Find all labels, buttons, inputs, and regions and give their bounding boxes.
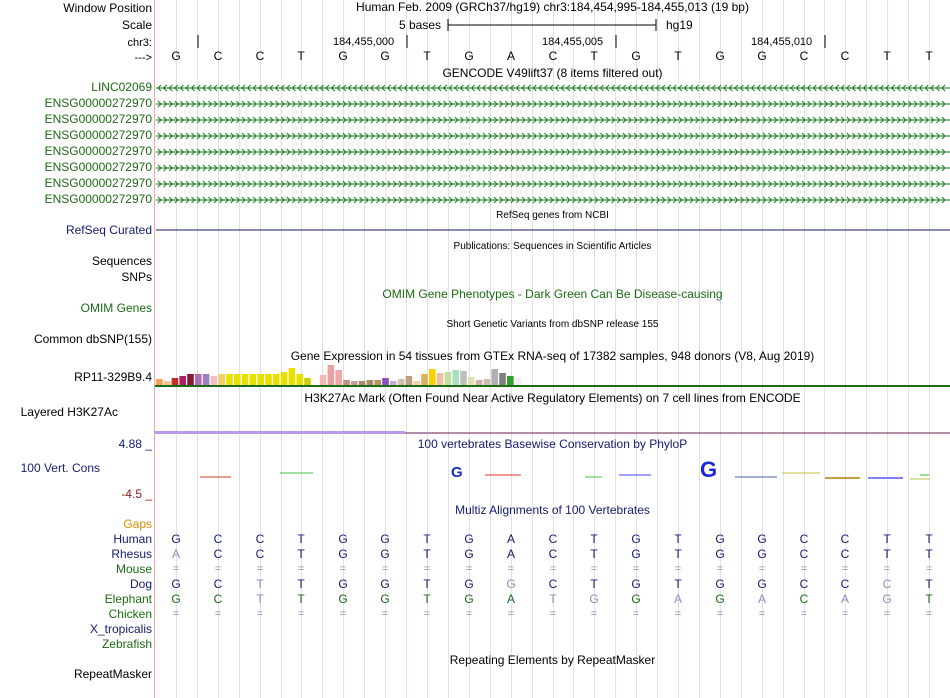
alignment-base: = — [800, 563, 808, 575]
species-label-zebrafish: Zebrafish — [101, 637, 152, 651]
phylop-track-title[interactable]: 100 vertebrates Basewise Conservation by PhyloP — [417, 437, 688, 451]
gtex-tissue-bar — [226, 374, 233, 385]
alignment-base: = — [297, 563, 305, 575]
alignment-base: T — [883, 547, 891, 561]
gtex-tissue-bar — [398, 379, 405, 385]
phylop-logo-letter: G — [700, 457, 718, 482]
gtex-tissue-bar — [468, 377, 475, 385]
phylop-logo-letter: G — [451, 464, 463, 481]
gtex-tissue-bar — [452, 370, 459, 385]
gtex-tissue-bar — [164, 381, 171, 385]
omim-track-title[interactable]: OMIM Gene Phenotypes - Dark Green Can Be Disease-causing — [382, 287, 723, 301]
alignment-base: G — [882, 592, 892, 606]
alignment-base: C — [840, 532, 850, 546]
h3k27ac-signal[interactable] — [155, 430, 950, 436]
alignment-base: A — [506, 532, 515, 546]
gtex-tissue-bar — [484, 379, 491, 385]
alignment-base: T — [674, 532, 682, 546]
reference-base: C — [255, 49, 265, 63]
species-label-xtropicalis: X_tropicalis — [89, 622, 152, 636]
gtex-tissue-bar — [359, 381, 366, 385]
alignment-base: G — [171, 592, 181, 606]
gtex-tissue-bar — [460, 371, 467, 385]
alignment-base: C — [799, 532, 809, 546]
chrom-label: chr3: — [127, 37, 152, 49]
alignment-base: C — [255, 532, 265, 546]
gtex-tissue-bar — [335, 370, 342, 385]
gtex-tissue-bar — [429, 369, 436, 385]
phylop-min-label: -4.5 _ — [121, 487, 152, 501]
gtex-tissue-bar — [257, 374, 264, 385]
reference-base: G — [631, 49, 641, 63]
alignment-base: = — [381, 608, 389, 620]
alignment-base: G — [338, 532, 348, 546]
alignment-base: C — [213, 532, 223, 546]
gencode-transcripts[interactable] — [155, 80, 950, 210]
alignment-base: = — [549, 563, 557, 575]
alignment-base: G — [715, 577, 725, 591]
gtex-tissue-bar — [476, 380, 483, 385]
h3k27ac-track-title[interactable]: H3K27Ac Mark (Often Found Near Active Regulatory Elements) on 7 cell lines from ENCODE — [304, 391, 801, 405]
gencode-item-label[interactable]: ENSG00000272970 — [44, 192, 152, 206]
alignment-base: = — [758, 608, 766, 620]
alignment-base: C — [213, 577, 223, 591]
alignment-base: = — [590, 608, 598, 620]
reference-base: G — [338, 49, 348, 63]
dbsnp-track-title[interactable]: Short Genetic Variants from dbSNP release 155 — [446, 319, 659, 330]
alignment-base: C — [548, 532, 558, 546]
alignment-base: = — [507, 608, 515, 620]
alignment-base: G — [506, 577, 516, 591]
phylop-conservation-plot[interactable] — [155, 455, 950, 490]
alignment-base: = — [256, 563, 264, 575]
gtex-tissue-bar — [515, 378, 522, 385]
gtex-tissue-bar — [289, 368, 296, 385]
gencode-item-label[interactable]: LINC02069 — [91, 80, 152, 94]
alignment-base: G — [631, 532, 641, 546]
gtex-tissue-bar — [507, 376, 514, 385]
alignment-base: T — [925, 532, 933, 546]
alignment-base: = — [339, 563, 347, 575]
alignment-base: C — [548, 547, 558, 561]
gtex-tissue-bar — [250, 374, 257, 385]
alignment-base: G — [338, 592, 348, 606]
alignment-base: = — [883, 608, 891, 620]
gtex-tissue-bar — [234, 374, 241, 385]
reference-base: T — [883, 49, 891, 63]
strand-label: ---> — [134, 52, 152, 64]
alignment-base: T — [925, 547, 933, 561]
alignment-base: T — [925, 577, 933, 591]
alignment-base: G — [380, 577, 390, 591]
alignment-base: = — [632, 563, 640, 575]
alignment-base: C — [255, 547, 265, 561]
gtex-track-title[interactable]: Gene Expression in 54 tissues from GTEx RNA-seq of 17382 samples, 948 donors (V8, Aug 2019) — [290, 349, 815, 363]
scale-bases-text: 5 bases — [399, 18, 442, 32]
gtex-tissue-bar — [281, 372, 288, 385]
gencode-item-label[interactable]: ENSG00000272970 — [44, 144, 152, 158]
gtex-tissue-bar — [351, 381, 358, 385]
dbsnp-track-label[interactable]: Common dbSNP(155) — [33, 332, 152, 346]
alignment-base: = — [172, 608, 180, 620]
ruler-position-label: 184,455,005 — [542, 36, 604, 48]
alignment-base: = — [841, 563, 849, 575]
alignment-base: T — [297, 547, 305, 561]
gtex-tissue-bar — [437, 373, 444, 385]
gencode-track-title[interactable]: GENCODE V49lift37 (8 items filtered out) — [442, 66, 663, 80]
alignment-base: G — [380, 547, 390, 561]
gtex-tissue-bar — [413, 381, 420, 385]
genome-browser-image[interactable] — [155, 0, 950, 698]
alignment-base: G — [171, 532, 181, 546]
multiz-track-title[interactable]: Multiz Alignments of 100 Vertebrates — [455, 503, 650, 517]
window-position-label: Window Position — [63, 1, 152, 15]
alignment-base: G — [757, 577, 767, 591]
alignment-base: G — [380, 592, 390, 606]
alignment-base: T — [674, 547, 682, 561]
alignment-base: T — [423, 547, 431, 561]
gaps-label: Gaps — [123, 517, 152, 531]
alignment-base: T — [297, 577, 305, 591]
gtex-tissue-bar — [296, 374, 303, 385]
species-label-elephant: Elephant — [104, 592, 152, 606]
alignment-base: = — [256, 608, 264, 620]
alignment-base: = — [507, 563, 515, 575]
gtex-tissue-bar — [273, 374, 280, 385]
alignment-base: = — [465, 608, 473, 620]
alignment-base: = — [465, 563, 473, 575]
alignment-base: G — [338, 547, 348, 561]
gencode-item-label[interactable]: ENSG00000272970 — [44, 176, 152, 190]
alignment-base: = — [674, 563, 682, 575]
alignment-base: T — [256, 577, 264, 591]
alignment-base: G — [715, 547, 725, 561]
alignment-base: A — [171, 547, 180, 561]
alignment-base: G — [757, 532, 767, 546]
h3k27ac-track-label[interactable]: Layered H3K27Ac — [20, 405, 118, 419]
alignment-base: A — [506, 547, 515, 561]
alignment-base: T — [423, 532, 431, 546]
gencode-item-label[interactable]: ENSG00000272970 — [44, 112, 152, 126]
alignment-base: = — [214, 563, 222, 575]
reference-base: C — [840, 49, 850, 63]
alignment-base: = — [716, 608, 724, 620]
alignment-base: G — [464, 532, 474, 546]
alignment-base: = — [297, 608, 305, 620]
omim-track-label[interactable]: OMIM Genes — [80, 301, 152, 315]
gencode-item-label[interactable]: ENSG00000272970 — [44, 160, 152, 174]
alignment-base: C — [548, 577, 558, 591]
alignment-base: G — [631, 577, 641, 591]
gtex-tissue-bar — [491, 369, 498, 385]
gtex-tissue-bar — [211, 376, 218, 385]
alignment-base: T — [549, 592, 557, 606]
scale-bar — [447, 17, 659, 33]
alignment-base: A — [840, 592, 849, 606]
alignment-base: G — [631, 592, 641, 606]
gtex-tissue-bar — [179, 376, 186, 385]
alignment-base: T — [256, 592, 264, 606]
species-label-mouse: Mouse — [115, 562, 152, 576]
reference-base: T — [423, 49, 431, 63]
gtex-tissue-bar — [328, 365, 335, 385]
gtex-track-label[interactable]: RP11-329B9.4 — [74, 370, 152, 384]
alignment-base: = — [674, 608, 682, 620]
alignment-base: = — [423, 608, 431, 620]
alignment-base: A — [673, 592, 682, 606]
alignment-base: T — [674, 577, 682, 591]
repeatmasker-track-label[interactable]: RepeatMasker — [73, 667, 152, 681]
alignment-base: C — [799, 592, 809, 606]
refseq-track-label[interactable]: RefSeq Curated — [65, 223, 152, 237]
alignment-base: G — [631, 547, 641, 561]
species-label-chicken: Chicken — [108, 607, 152, 621]
gtex-tissue-bar — [499, 373, 506, 385]
alignment-base: C — [213, 592, 223, 606]
gtex-tissue-bar — [406, 376, 413, 385]
alignment-base: = — [758, 563, 766, 575]
alignment-base: T — [590, 547, 598, 561]
reference-base: G — [171, 49, 181, 63]
ruler-position-label: 184,455,010 — [751, 36, 813, 48]
gtex-expression-bars[interactable] — [155, 364, 950, 388]
alignment-base: T — [883, 532, 891, 546]
reference-base: T — [925, 49, 933, 63]
track-labels-panel — [0, 0, 154, 698]
gtex-tissue-bar — [367, 380, 374, 385]
gtex-tissue-bar — [343, 380, 350, 385]
reference-base: T — [297, 49, 305, 63]
alignment-base: = — [549, 608, 557, 620]
alignment-base: = — [632, 608, 640, 620]
refseq-track-title[interactable]: RefSeq genes from NCBI — [496, 210, 609, 221]
reference-base: T — [674, 49, 682, 63]
reference-base: T — [590, 49, 598, 63]
alignment-base: = — [590, 563, 598, 575]
alignment-base: = — [841, 608, 849, 620]
reference-base: G — [464, 49, 474, 63]
alignment-base: T — [925, 592, 933, 606]
snps-track-label[interactable]: SNPs — [121, 270, 152, 284]
alignment-base: = — [381, 563, 389, 575]
scale-label: Scale — [121, 18, 152, 32]
species-label-human: Human — [113, 532, 152, 546]
refseq-line[interactable] — [155, 229, 950, 232]
scale-db-text: hg19 — [666, 18, 693, 32]
alignment-base: G — [715, 532, 725, 546]
gtex-tissue-bar — [172, 378, 179, 385]
alignment-base: = — [925, 608, 933, 620]
alignment-base: = — [800, 608, 808, 620]
alignment-base: A — [506, 592, 515, 606]
reference-base: A — [506, 49, 515, 63]
gencode-item-label[interactable]: ENSG00000272970 — [44, 128, 152, 142]
reference-base: G — [757, 49, 767, 63]
alignment-base: C — [213, 547, 223, 561]
alignment-base: = — [423, 563, 431, 575]
alignment-base: G — [171, 577, 181, 591]
publications-track-title[interactable]: Publications: Sequences in Scientific Articles — [453, 241, 652, 252]
alignment-base: G — [715, 592, 725, 606]
gtex-tissue-bar — [156, 379, 163, 385]
gtex-tissue-bar — [390, 381, 397, 385]
gtex-tissue-bar — [374, 380, 381, 385]
phylop-max-label: 4.88 _ — [118, 437, 152, 451]
gtex-tissue-bar — [203, 374, 210, 385]
alignment-base: G — [380, 532, 390, 546]
alignment-base: T — [590, 532, 598, 546]
gtex-tissue-bar — [187, 374, 194, 385]
gtex-tissue-bar — [304, 378, 311, 385]
reference-base: G — [715, 49, 725, 63]
gtex-tissue-bar — [195, 374, 202, 385]
gtex-tissue-bar — [320, 375, 327, 385]
alignment-base: C — [882, 577, 892, 591]
reference-base: C — [213, 49, 223, 63]
repeatmasker-track-title[interactable]: Repeating Elements by RepeatMasker — [449, 653, 656, 667]
gtex-tissue-bar — [218, 374, 225, 385]
alignment-base: G — [464, 547, 474, 561]
alignment-base: = — [716, 563, 724, 575]
species-label-rhesus: Rhesus — [111, 547, 152, 561]
alignment-base: T — [423, 577, 431, 591]
alignment-base: A — [757, 592, 766, 606]
alignment-base: G — [589, 592, 599, 606]
gtex-tissue-bar — [265, 374, 272, 385]
alignment-base: = — [172, 563, 180, 575]
alignment-base: C — [840, 547, 850, 561]
alignment-base: T — [590, 577, 598, 591]
alignment-base: T — [297, 532, 305, 546]
alignment-base: = — [214, 608, 222, 620]
reference-base: G — [380, 49, 390, 63]
alignment-base: C — [840, 577, 850, 591]
gtex-tissue-bar — [445, 372, 452, 385]
alignment-base: = — [925, 563, 933, 575]
gencode-item-label[interactable]: ENSG00000272970 — [44, 96, 152, 110]
gtex-tissue-bar — [421, 374, 428, 385]
phylop-track-label[interactable]: 100 Vert. Cons — [20, 461, 100, 475]
alignment-base: C — [799, 547, 809, 561]
alignment-base: G — [757, 547, 767, 561]
alignment-base: = — [883, 563, 891, 575]
reference-base: C — [548, 49, 558, 63]
species-label-dog: Dog — [129, 577, 152, 591]
gtex-tissue-bar — [242, 374, 249, 385]
alignment-base: T — [297, 592, 305, 606]
alignment-base: G — [338, 577, 348, 591]
alignment-base: G — [464, 577, 474, 591]
ruler-position-label: 184,455,000 — [333, 36, 395, 48]
alignment-base: T — [423, 592, 431, 606]
assembly-position-text: Human Feb. 2009 (GRCh37/hg19) chr3:184,454,995-184,455,013 (19 bp) — [356, 0, 749, 14]
publications-track-label[interactable]: Sequences — [91, 254, 152, 268]
reference-base: C — [799, 49, 809, 63]
alignment-base: = — [339, 608, 347, 620]
alignment-base: C — [799, 577, 809, 591]
alignment-base: G — [464, 592, 474, 606]
gtex-tissue-bar — [382, 378, 389, 385]
